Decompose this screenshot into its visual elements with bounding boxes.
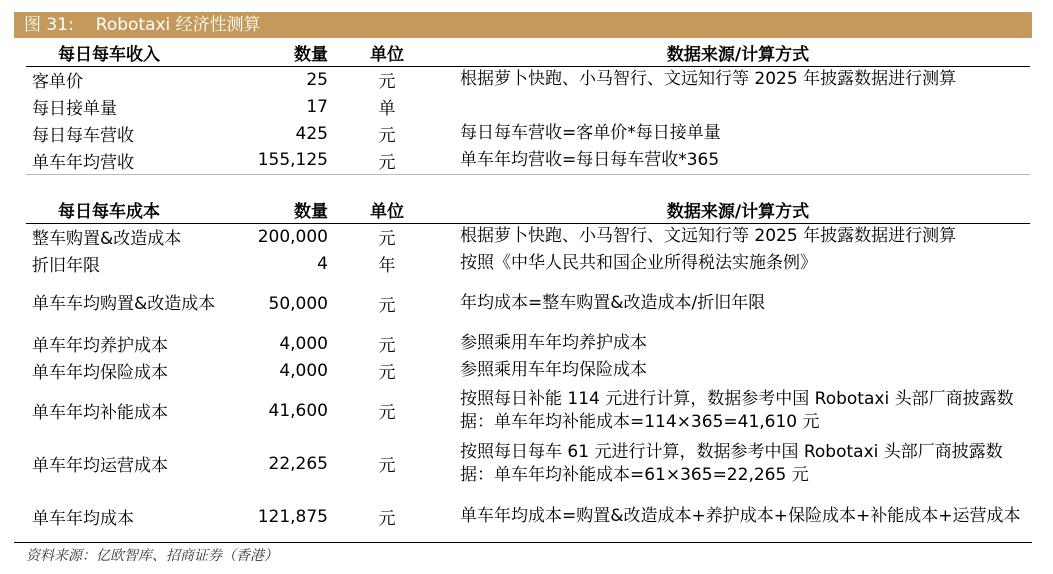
row-quantity: 50,000 [268,293,328,314]
row-name: 单车车均购置&改造成本 [32,293,216,314]
row-unit: 元 [378,509,396,529]
table-row [26,147,1030,174]
row-source: 每日每车营收=客单价*每日接单量 [460,123,721,143]
row-unit: 元 [378,363,396,383]
row-source [446,93,1030,120]
row-source: 根据萝卜快跑、小马智行、文远知行等 2025 年披露数据进行测算 [460,69,957,90]
table-row [26,490,1030,543]
table-bottom-rule [14,542,1032,543]
row-unit: 元 [378,72,396,93]
row-unit: 元 [378,229,396,250]
header-quantity: 数量 [226,40,328,66]
row-quantity: 200,000 [257,226,328,247]
cost-table [26,197,1030,543]
row-name: 客单价 [32,72,83,93]
table-row [26,437,1030,490]
row-unit: 年 [378,256,396,276]
header-item: 每日每车成本 [26,197,226,223]
row-unit: 元 [378,296,396,316]
row-unit: 元 [328,147,446,174]
figure-title-text: Robotaxi 经济性测算 [95,15,261,35]
table-row [26,357,1030,384]
row-source: 按照每日每车 61 元进行计算，数据参考中国 Robotaxi 头部厂商披露数据：单车年均补能成本=61×365=22,265 元 [460,441,1003,485]
row-source: 按照每日补能 114 元进行计算，数据参考中国 Robotaxi 头部厂商披露数据：单车年均补能成本=114×365=41,610 元 [460,388,1014,432]
row-name: 每日接单量 [32,99,117,119]
revenue-table-header [26,40,1030,66]
header-unit: 单位 [328,197,446,223]
figure-title [14,12,1032,38]
row-unit: 元 [378,403,396,423]
row-quantity: 41,600 [268,400,328,421]
header-item: 每日每车收入 [26,40,226,66]
row-name: 单车年均补能成本 [32,403,168,423]
row-source: 单车年均成本=购置&改造成本+养护成本+保险成本+补能成本+运营成本 [460,506,1021,526]
row-quantity: 22,265 [268,453,328,474]
row-unit: 元 [378,456,396,476]
row-quantity: 4,000 [279,360,328,381]
header-quantity: 数量 [226,197,328,223]
row-source: 参照乘用车年均养护成本 [460,333,647,353]
header-unit: 单位 [328,40,446,66]
row-source: 按照《中华人民共和国企业所得税法实施条例》 [460,253,817,273]
table-row [26,120,1030,147]
row-quantity: 4,000 [279,333,328,354]
row-unit: 元 [378,126,396,146]
figure-number: 图 31: [24,15,74,35]
row-unit: 单 [378,99,396,119]
row-quantity: 4 [317,253,328,274]
revenue-table [26,40,1030,175]
row-source: 参照乘用车年均保险成本 [460,360,647,380]
table-row [26,330,1030,357]
table-row [26,93,1030,120]
row-name: 单车年均养护成本 [32,336,168,356]
table-row [26,384,1030,437]
row-quantity: 121,875 [257,506,328,527]
source-note: 资料来源：亿欧智库、招商证券（香港） [26,548,278,564]
row-quantity: 17 [306,96,328,117]
row-name: 整车购置&改造成本 [32,229,182,250]
header-source: 数据来源/计算方式 [446,40,1030,66]
row-name: 单车年均营收 [26,147,226,174]
row-unit: 元 [378,336,396,356]
table-row [26,66,1030,93]
row-name: 折旧年限 [32,256,100,276]
row-name: 单车年均保险成本 [32,363,168,383]
row-source: 年均成本=整车购置&改造成本/折旧年限 [460,293,766,313]
header-source: 数据来源/计算方式 [446,197,1030,223]
row-name: 单车年均运营成本 [32,456,168,476]
row-source: 根据萝卜快跑、小马智行、文远知行等 2025 年披露数据进行测算 [460,226,957,247]
row-source: 单车年均营收=每日每车营收*365 [446,147,1030,174]
row-name: 每日每车营收 [32,126,134,146]
row-name: 单车年均成本 [32,509,134,529]
row-quantity: 25 [306,69,328,90]
row-quantity: 155,125 [226,147,328,174]
cost-table-header [26,197,1030,223]
table-row [26,277,1030,330]
table-row [26,223,1030,250]
row-quantity: 425 [295,123,328,144]
table-row [26,250,1030,277]
